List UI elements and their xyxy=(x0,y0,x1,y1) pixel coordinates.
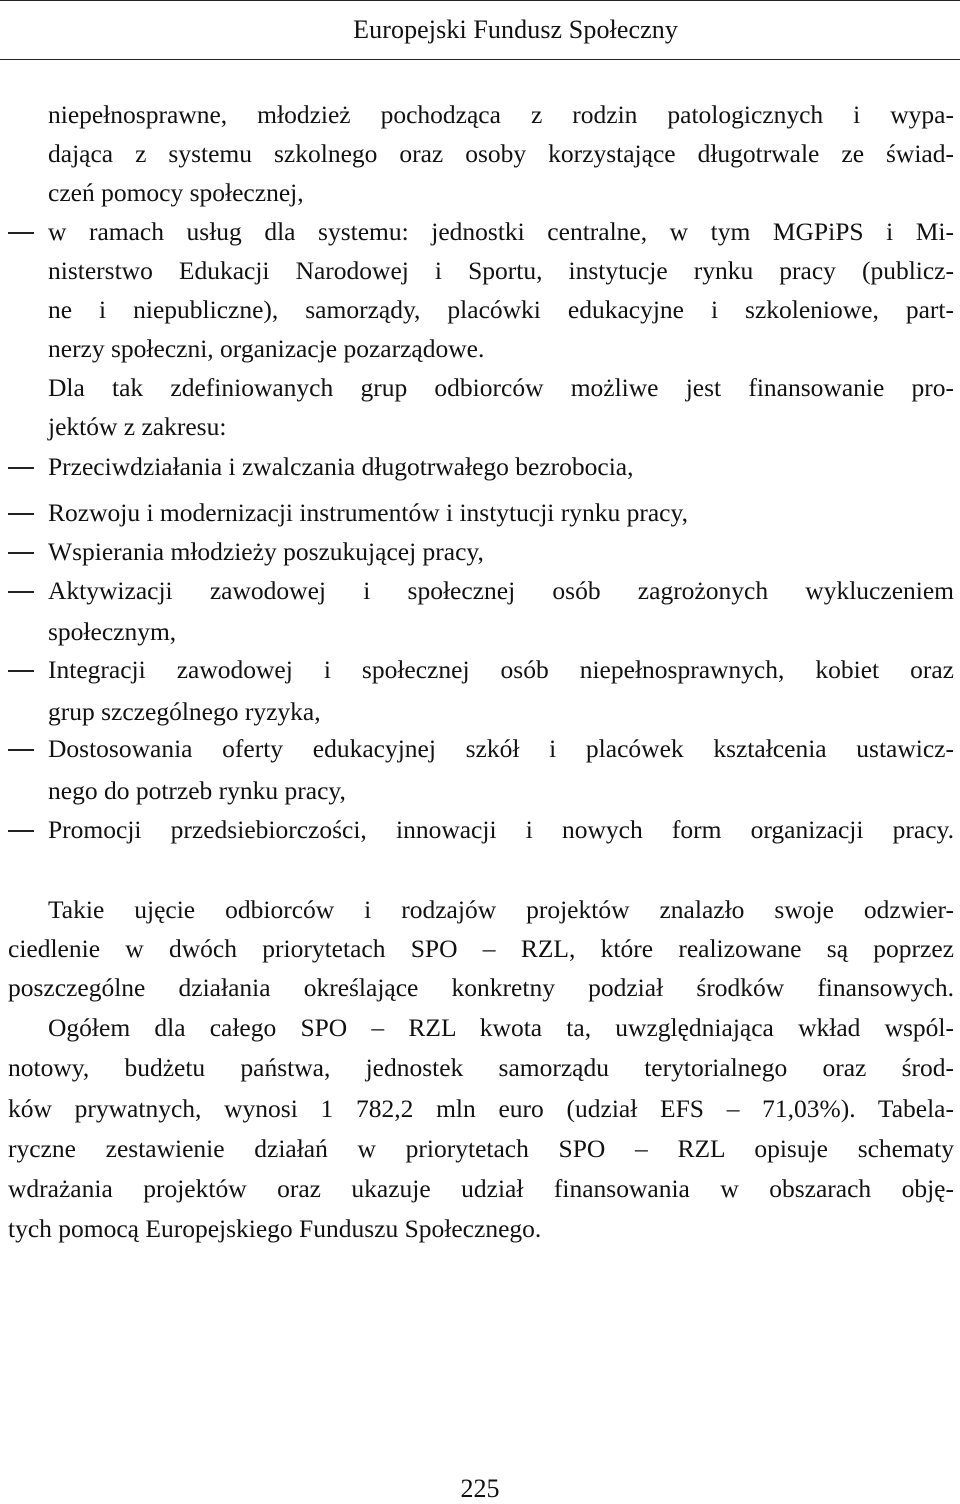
text-line: nisterstwo Edukacji Narodowej i Sportu, instytucje rynku pracy (publicz- xyxy=(48,256,954,285)
text-line: Rozwoju i modernizacji instrumentów i instytucji rynku pracy, xyxy=(48,498,688,527)
text-line: Wspierania młodzieży poszukującej pracy, xyxy=(48,537,484,566)
text-line: nego do potrzeb rynku pracy, xyxy=(48,776,346,805)
text-line: jektów z zakresu: xyxy=(48,412,227,441)
text-line: wdrażania projektów oraz ukazuje udział finansowania w obszarach obję- xyxy=(8,1174,954,1203)
text-line: grup szczególnego ryzyka, xyxy=(48,697,321,726)
running-header-title: Europejski Fundusz Społeczny xyxy=(353,15,678,44)
text-line: Aktywizacji zawodowej i społecznej osób zagrożonych wykluczeniem xyxy=(48,576,954,605)
list-dash xyxy=(8,591,34,593)
list-dash xyxy=(8,830,34,832)
list-dash xyxy=(8,513,34,515)
text-line: Integracji zawodowej i społecznej osób niepełnosprawnych, kobiet oraz xyxy=(48,655,954,684)
text-line: ryczne zestawienie działań w priorytetach SPO – RZL opisuje schematy xyxy=(8,1134,954,1163)
list-dash xyxy=(8,749,34,751)
text-line: ne i niepubliczne), samorządy, placówki edukacyjne i szkoleniowe, part- xyxy=(48,295,954,324)
list-dash xyxy=(8,670,34,672)
text-line: w ramach usług dla systemu: jednostki centralne, w tym MGPiPS i Mi- xyxy=(48,217,954,246)
text-line: Ogółem dla całego SPO – RZL kwota ta, uwzględniająca wkład wspól- xyxy=(48,1013,954,1042)
text-line: Przeciwdziałania i zwalczania długotrwałego bezrobocia, xyxy=(48,452,634,481)
list-dash xyxy=(8,467,34,469)
text-line: poszczególne działania określające konkretny podział środków finansowych. xyxy=(8,973,954,1002)
text-line: nerzy społeczni, organizacje pozarządowe. xyxy=(48,334,485,363)
text-line: Promocji przedsiebiorczości, innowacji i nowych form organizacji pracy. xyxy=(48,815,954,844)
text-line: Dostosowania oferty edukacyjnej szkół i placówek kształcenia ustawicz- xyxy=(48,734,954,763)
list-dash xyxy=(8,552,34,554)
list-dash xyxy=(8,232,34,234)
page-number: 225 xyxy=(460,1474,500,1503)
text-line: Takie ujęcie odbiorców i rodzajów projektów znalazło swoje odzwier- xyxy=(48,895,954,924)
text-line: ków prywatnych, wynosi 1 782,2 mln euro (udział EFS – 71,03%). Tabela- xyxy=(8,1094,954,1123)
text-line: ciedlenie w dwóch priorytetach SPO – RZL, które realizowane są poprzez xyxy=(8,934,954,963)
text-line: czeń pomocy społecznej, xyxy=(48,178,304,207)
text-line: dająca z systemu szkolnego oraz osoby korzystające długotrwale ze świad- xyxy=(48,139,954,168)
text-line: Dla tak zdefiniowanych grup odbiorców możliwe jest finansowanie pro- xyxy=(48,373,954,402)
text-line: społecznym, xyxy=(48,617,177,646)
running-header xyxy=(0,0,960,60)
text-line: notowy, budżetu państwa, jednostek samorządu terytorialnego oraz środ- xyxy=(8,1053,954,1082)
text-line: tych pomocą Europejskiego Funduszu Społecznego. xyxy=(8,1214,542,1243)
text-line: niepełnosprawne, młodzież pochodząca z rodzin patologicznych i wypa- xyxy=(48,100,954,129)
